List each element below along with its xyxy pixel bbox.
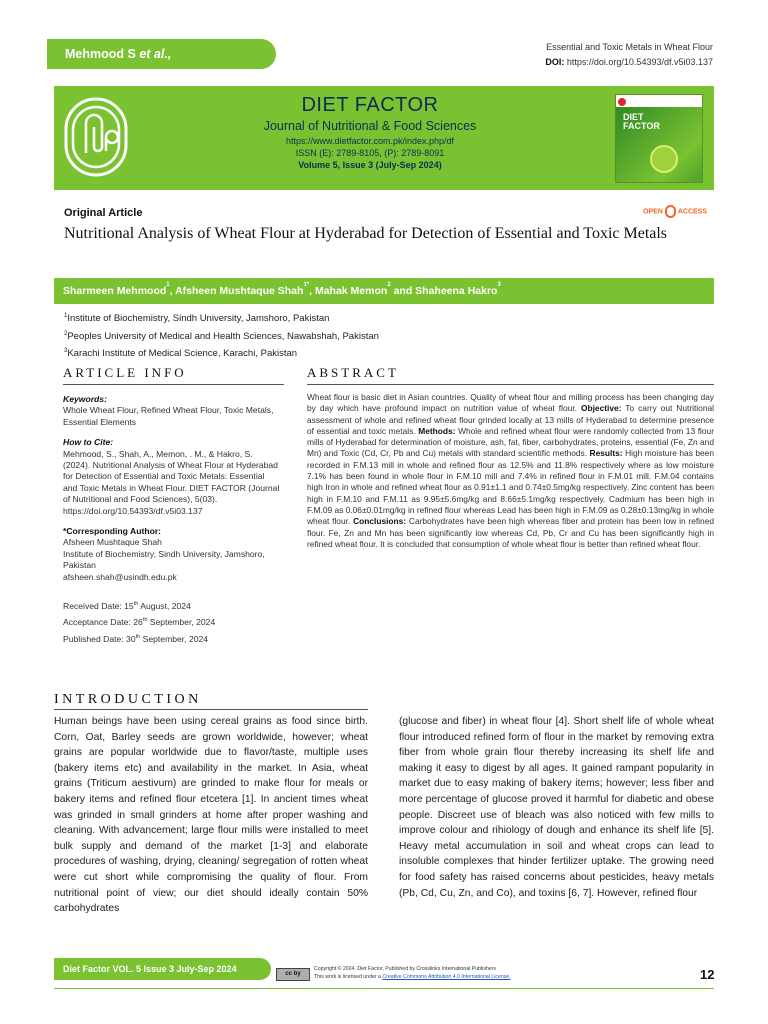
methods-label: Methods: [418, 425, 456, 436]
introduction-rule [54, 709, 368, 710]
corresponding-email[interactable]: afsheen.shah@usindh.edu.pk [63, 571, 177, 582]
accepted-date: Acceptance Date: 26th September, 2024 [63, 617, 216, 628]
footer-rule [54, 988, 714, 989]
published-date: Published Date: 30th September, 2024 [63, 633, 209, 644]
intro-column-right: (glucose and fiber) in wheat flour [4]. Short shelf life of whole wheat flour introduced refined form of flour in the market by removing extra fiber from whole grain flour thereby increasing its shelf life and making it easy to digest by all ages. It gained rampant popularity in market due to easy making of bakery items; however; less fiber and more percentage of glucose proved it harmful for diabetic and obese people. Discreet use of bleach was also noticed with few mills to improve colour and rihiology of dough and enhance its shelf life [5]. Heavy metal accumulation in soil and wheat crops can lead to insoluble complexes that hinder fertilizer uptake. The growing need for food safety has raised concerns about pesticides, heavy metals (Pb, Cd, Cu, Zn, and Co), and toxins [6, 7]. However, refined flour [399, 716, 714, 899]
intro-column-left: Human beings have been using cereal grains as food since birth. Corn, Oat, Barley seeds are grown worldwide, however; wheat grains are popular worldwide due to flavor/taste, multiple uses (bakery items etc) and availability in the market. In Asia, wheat grains (Triticum aestivum) are grinded to make flour for meals or bakery items and refined flour etcetera [1]. In ancient times wheat was grinded in small grinders at home after proper washing and cleaning. With advancement; large flour mills were installed to meet bulk supply and demand of the market [1-3] and elaborate procedures of washing, drying, cleaning/ segregation of rotten wheat were cut short while compromising the quality of flour. From nutritional point of view; our diet should ideally contain 50% carbohydrates [54, 716, 368, 915]
journal-url[interactable]: https://www.dietfactor.com.pk/index.php/df [285, 136, 455, 146]
abstract-rule [307, 384, 714, 385]
article-title: Nutritional Analysis of Wheat Flour at Hyderabad for Detection of Essential and Toxic Metals [64, 225, 668, 242]
affiliations [64, 309, 379, 362]
citation: Mehmood, S., Shah, A., Memon, . M., & Hakro, S. (2024). Nutritional Analysis of Wheat Flour at Hyderabad for Detection of Essential and Toxic Metals: Essential and Toxic Metals in Wheat Flour. DIET FACTOR (Journal of Nutritional and Food Sciences), 5(03). https://doi.org/10.54393/df.v5i03.137 [63, 448, 280, 516]
doi-label: DOI: [545, 57, 565, 67]
received-date: Received Date: 15th August, 2024 [63, 600, 191, 611]
corresponding-institution: Institute of Biochemistry, Sindh University, Jamshoro, Pakistan [63, 548, 265, 571]
cc-by-license-icon[interactable]: cc by [276, 968, 310, 981]
keywords-label: Keywords: [63, 394, 107, 404]
affiliation-item: $^2$Peoples University of Medical and Health Sciences, Nawabshah, Pakistan [64, 330, 379, 342]
open-lock-icon [665, 205, 676, 218]
license-link[interactable]: Creative Commons Attribution 4.0 International License. [382, 973, 511, 980]
introduction-heading: INTRODUCTION [54, 692, 202, 707]
journal-subtitle: Journal of Nutritional & Food Sciences [263, 119, 477, 133]
affiliation-item: $^3$Karachi Institute of Medical Science, Karachi, Pakistan [64, 348, 298, 360]
footer-issue-tab: Diet Factor VOL. 5 Issue 3 July-Sep 2024 [54, 958, 271, 980]
open-access-badge: OPEN ACCESS [643, 205, 707, 218]
running-author-tab [47, 39, 276, 69]
article-info-heading: ARTICLE INFO [63, 365, 187, 380]
abstract-body: Wheat flour is basic diet in Asian countries. Quality of wheat flour and milling process has been changing day by day which have profound impact on nutrition value of wheat flour. Objective: To carry out Nutritional assessment of whole and refined wheat flour grinded locally at 13 mills of Hyderabad to determine presence of essential and toxic metals. Methods: Whole and refined wheat flour were randomly collected from 13 flour mills of Hyderabad for determination of moisture, ash, fat, fiber, carbohydrates, proteins, essential (Fe, Zn and Mn) and Toxic (Cd, Cr, Pb and Cu) metals with standard scientific methods. Results: High moisture has been recorded in F.M.13 mill in whole and refined flour as 12.5% and 11.8% respectively where as low moisture 7.1% has been found in whole flour in F.M.10 mill and 7.4% in refined flour in F.M.01 mill. F.M.04 contains high Iron in whole and refined wheat flour as 0.91±1.1 and 0.74±0.5mg/kg respectively. Zinc content has been high in F.M.10 and F.M.11 as 9.95±5.6mg/kg and 8.66±5.1mg/kg respectively. Cadmium has been high in F.M.09 as 0.06±0.01mg/kg in refined flour whereas Lead has been high in F.M.09 as 0.28±0.13mg/kg in whole wheat flour. Conclusions: Carbohydrates have been high whereas fiber and protein has been low in refined flour. Fe, Zn and Mn has been significantly low whereas Cd, Pb, Cr and Cu has been significantly high in refined wheat flour. It is concluded that consumption of whole wheat flour is better than refined wheat flour. [307, 392, 715, 549]
doi-line [545, 57, 713, 67]
conclusions-label: Conclusions: [353, 516, 407, 527]
cite-label: How to Cite: [63, 437, 114, 448]
journal-issn: ISSN (E): 2789-8105, (P): 2789-8091 [295, 148, 445, 158]
running-title: Essential and Toxic Metals in Wheat Flour [546, 42, 713, 52]
et-al: et al., [139, 47, 172, 61]
authors-band: Sharmeen Mehmood$^1$, Afsheen Mushtaque Shah$^{1*}$, Mahak Memon$^2$ and Shaheena Hakro$^3$ [54, 278, 714, 304]
journal-masthead [250, 92, 490, 172]
apple-icon [650, 145, 678, 173]
abstract-heading: ABSTRACT [307, 365, 399, 380]
results-label: Results: [589, 448, 623, 459]
doi-link[interactable]: https://doi.org/10.54393/df.v5i03.137 [566, 57, 713, 67]
journal-issue: Volume 5, Issue 3 (July-Sep 2024) [298, 160, 442, 170]
clip-logo-icon [64, 97, 128, 177]
author-name: Mahak Memon [314, 285, 388, 297]
corresponding-name: Afsheen Mushtaque Shah [63, 537, 162, 548]
article-dates [63, 597, 281, 646]
cover-title: DIET FACTOR [623, 112, 660, 131]
author-name: Shaheena Hakro [415, 285, 498, 297]
keywords: Whole Wheat Flour, Refined Wheat Flour, Toxic Metals, Essential Elements [63, 405, 274, 427]
affiliation-item: $^1$Institute of Biochemistry, Sindh University, Jamshoro, Pakistan [64, 313, 330, 325]
cover-top-strip [616, 95, 703, 107]
article-info-rule [63, 384, 284, 385]
author-name: Afsheen Mushtaque Shah [175, 285, 304, 297]
objective-label: Objective: [580, 403, 622, 414]
copyright-notice: Copyright © 2024. Diet Factor, Published by Crosslinks International Publishers This work is licensed under a Creative Commons Attribution 4.0 International License. [314, 966, 511, 980]
journal-name: DIET FACTOR [301, 94, 439, 116]
article-info-column [63, 394, 281, 646]
journal-cover-image [615, 94, 703, 183]
corresponding-label: *Corresponding Author: [63, 526, 162, 537]
page-number: 12 [700, 967, 715, 982]
running-author: Mehmood S [65, 47, 136, 61]
author-name: Sharmeen Mehmood [63, 285, 167, 297]
article-type: Original Article [64, 207, 143, 219]
